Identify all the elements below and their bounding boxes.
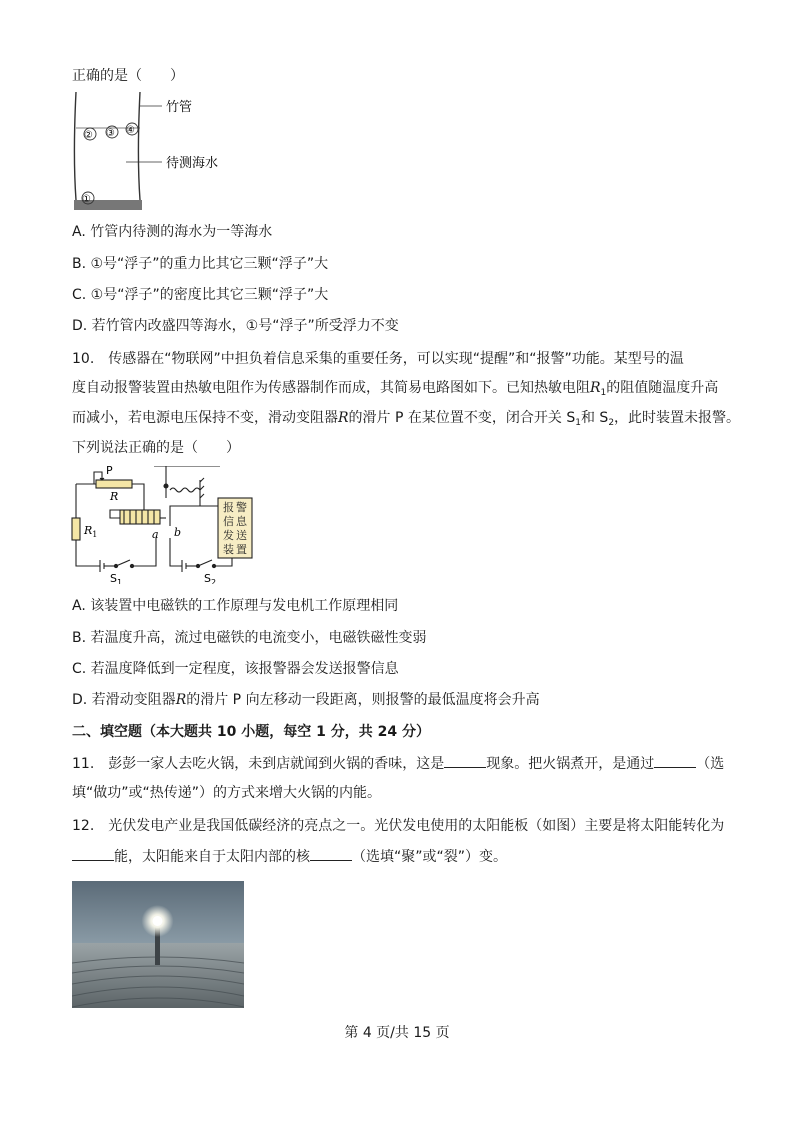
q9-label-f4: ④ <box>126 125 135 136</box>
q12-blank-2 <box>310 846 352 861</box>
q9-label-f1: ① <box>82 194 91 205</box>
q10-stem-line4: 下列说法正确的是（ ） <box>72 440 240 456</box>
q11-blank-1 <box>444 753 486 768</box>
q9-option-a: A. 竹管内待测的海水为一等海水 <box>72 224 273 240</box>
q10-option-d: D. 若滑动变阻器R的滑片 P 向左移动一段距离，则报警的最低温度将会升高 <box>72 692 540 708</box>
svg-text:信: 信 <box>223 515 234 528</box>
q10-figure-circuit <box>70 466 260 584</box>
q12-line2: 能，太阳能来自于太阳内部的核 （选填“聚”或“裂”）变。 <box>72 846 507 867</box>
section-heading: 二、填空题（本大题共 10 小题，每空 1 分，共 24 分） <box>72 724 430 740</box>
page-footer: 第 4 页/共 15 页 <box>344 1025 450 1041</box>
q9-label-tube: 竹管 <box>166 100 193 115</box>
q12-blank-1 <box>72 846 114 861</box>
svg-text:息: 息 <box>236 515 247 528</box>
q9-figure-bamboo-tube <box>70 92 250 216</box>
q11-line1: 11. 彭彭一家人去吃火锅，未到店就闻到火锅的香味，这是 现象。把火锅煮开，是通过 （选 <box>72 753 724 774</box>
q9-label-f3: ③ <box>106 128 115 139</box>
q10-label-r: R <box>110 490 119 503</box>
q10-label-a: a <box>152 528 159 541</box>
svg-text:装: 装 <box>223 543 234 556</box>
q10-label-s1: $S_1$ <box>110 572 123 584</box>
svg-text:送: 送 <box>236 529 247 542</box>
q11-line2: 填“做功”或“热传递”）的方式来增大火锅的内能。 <box>72 785 382 801</box>
svg-text:警: 警 <box>236 501 247 514</box>
q9-option-b: B. ①号“浮子”的重力比其它三颗“浮子”大 <box>72 256 329 272</box>
svg-text:置: 置 <box>236 543 247 556</box>
q10-stem-line3: 而减小，若电源电压保持不变，滑动变阻器R的滑片 P 在某位置不变，闭合开关 $S_1$和 $S_2$，此时装置未报警。 <box>72 410 741 428</box>
q12-line1: 12. 光伏发电产业是我国低碳经济的亮点之一。光伏发电使用的太阳能板（如图）主要是将太阳能转化为 <box>72 818 725 834</box>
q10-option-a: A. 该装置中电磁铁的工作原理与发电机工作原理相同 <box>72 598 399 614</box>
q12-solar-tower-photo <box>72 881 244 1008</box>
q10-option-b: B. 若温度升高，流过电磁铁的电流变小，电磁铁磁性变弱 <box>72 630 427 646</box>
q9-label-water: 待测海水 <box>166 156 219 171</box>
q9-label-f2: ② <box>84 130 93 141</box>
q10-label-r1: $R_1$ <box>84 524 98 539</box>
q9-stem-tail: 正确的是（ ） <box>72 68 184 84</box>
q10-label-p: P <box>106 466 113 477</box>
q10-stem-line1: 10. 传感器在“物联网”中担负着信息采集的重要任务，可以实现“提醒”和“报警”功能。某型号的温 <box>72 351 684 367</box>
q10-label-b: b <box>174 526 182 539</box>
q10-stem-line2: 度自动报警装置由热敏电阻作为传感器制作而成，其简易电路图如下。已知热敏电阻$R_1$的阻值随温度升高 <box>72 380 719 398</box>
svg-text:报: 报 <box>223 501 234 514</box>
q10-label-s2: $S_2$ <box>204 572 217 584</box>
q11-blank-2 <box>654 753 696 768</box>
svg-text:发: 发 <box>223 529 234 542</box>
q9-option-d: D. 若竹管内改盛四等海水，①号“浮子”所受浮力不变 <box>72 318 399 334</box>
q9-option-c: C. ①号“浮子”的密度比其它三颗“浮子”大 <box>72 287 329 303</box>
q10-option-c: C. 若温度降低到一定程度，该报警器会发送报警信息 <box>72 661 399 677</box>
